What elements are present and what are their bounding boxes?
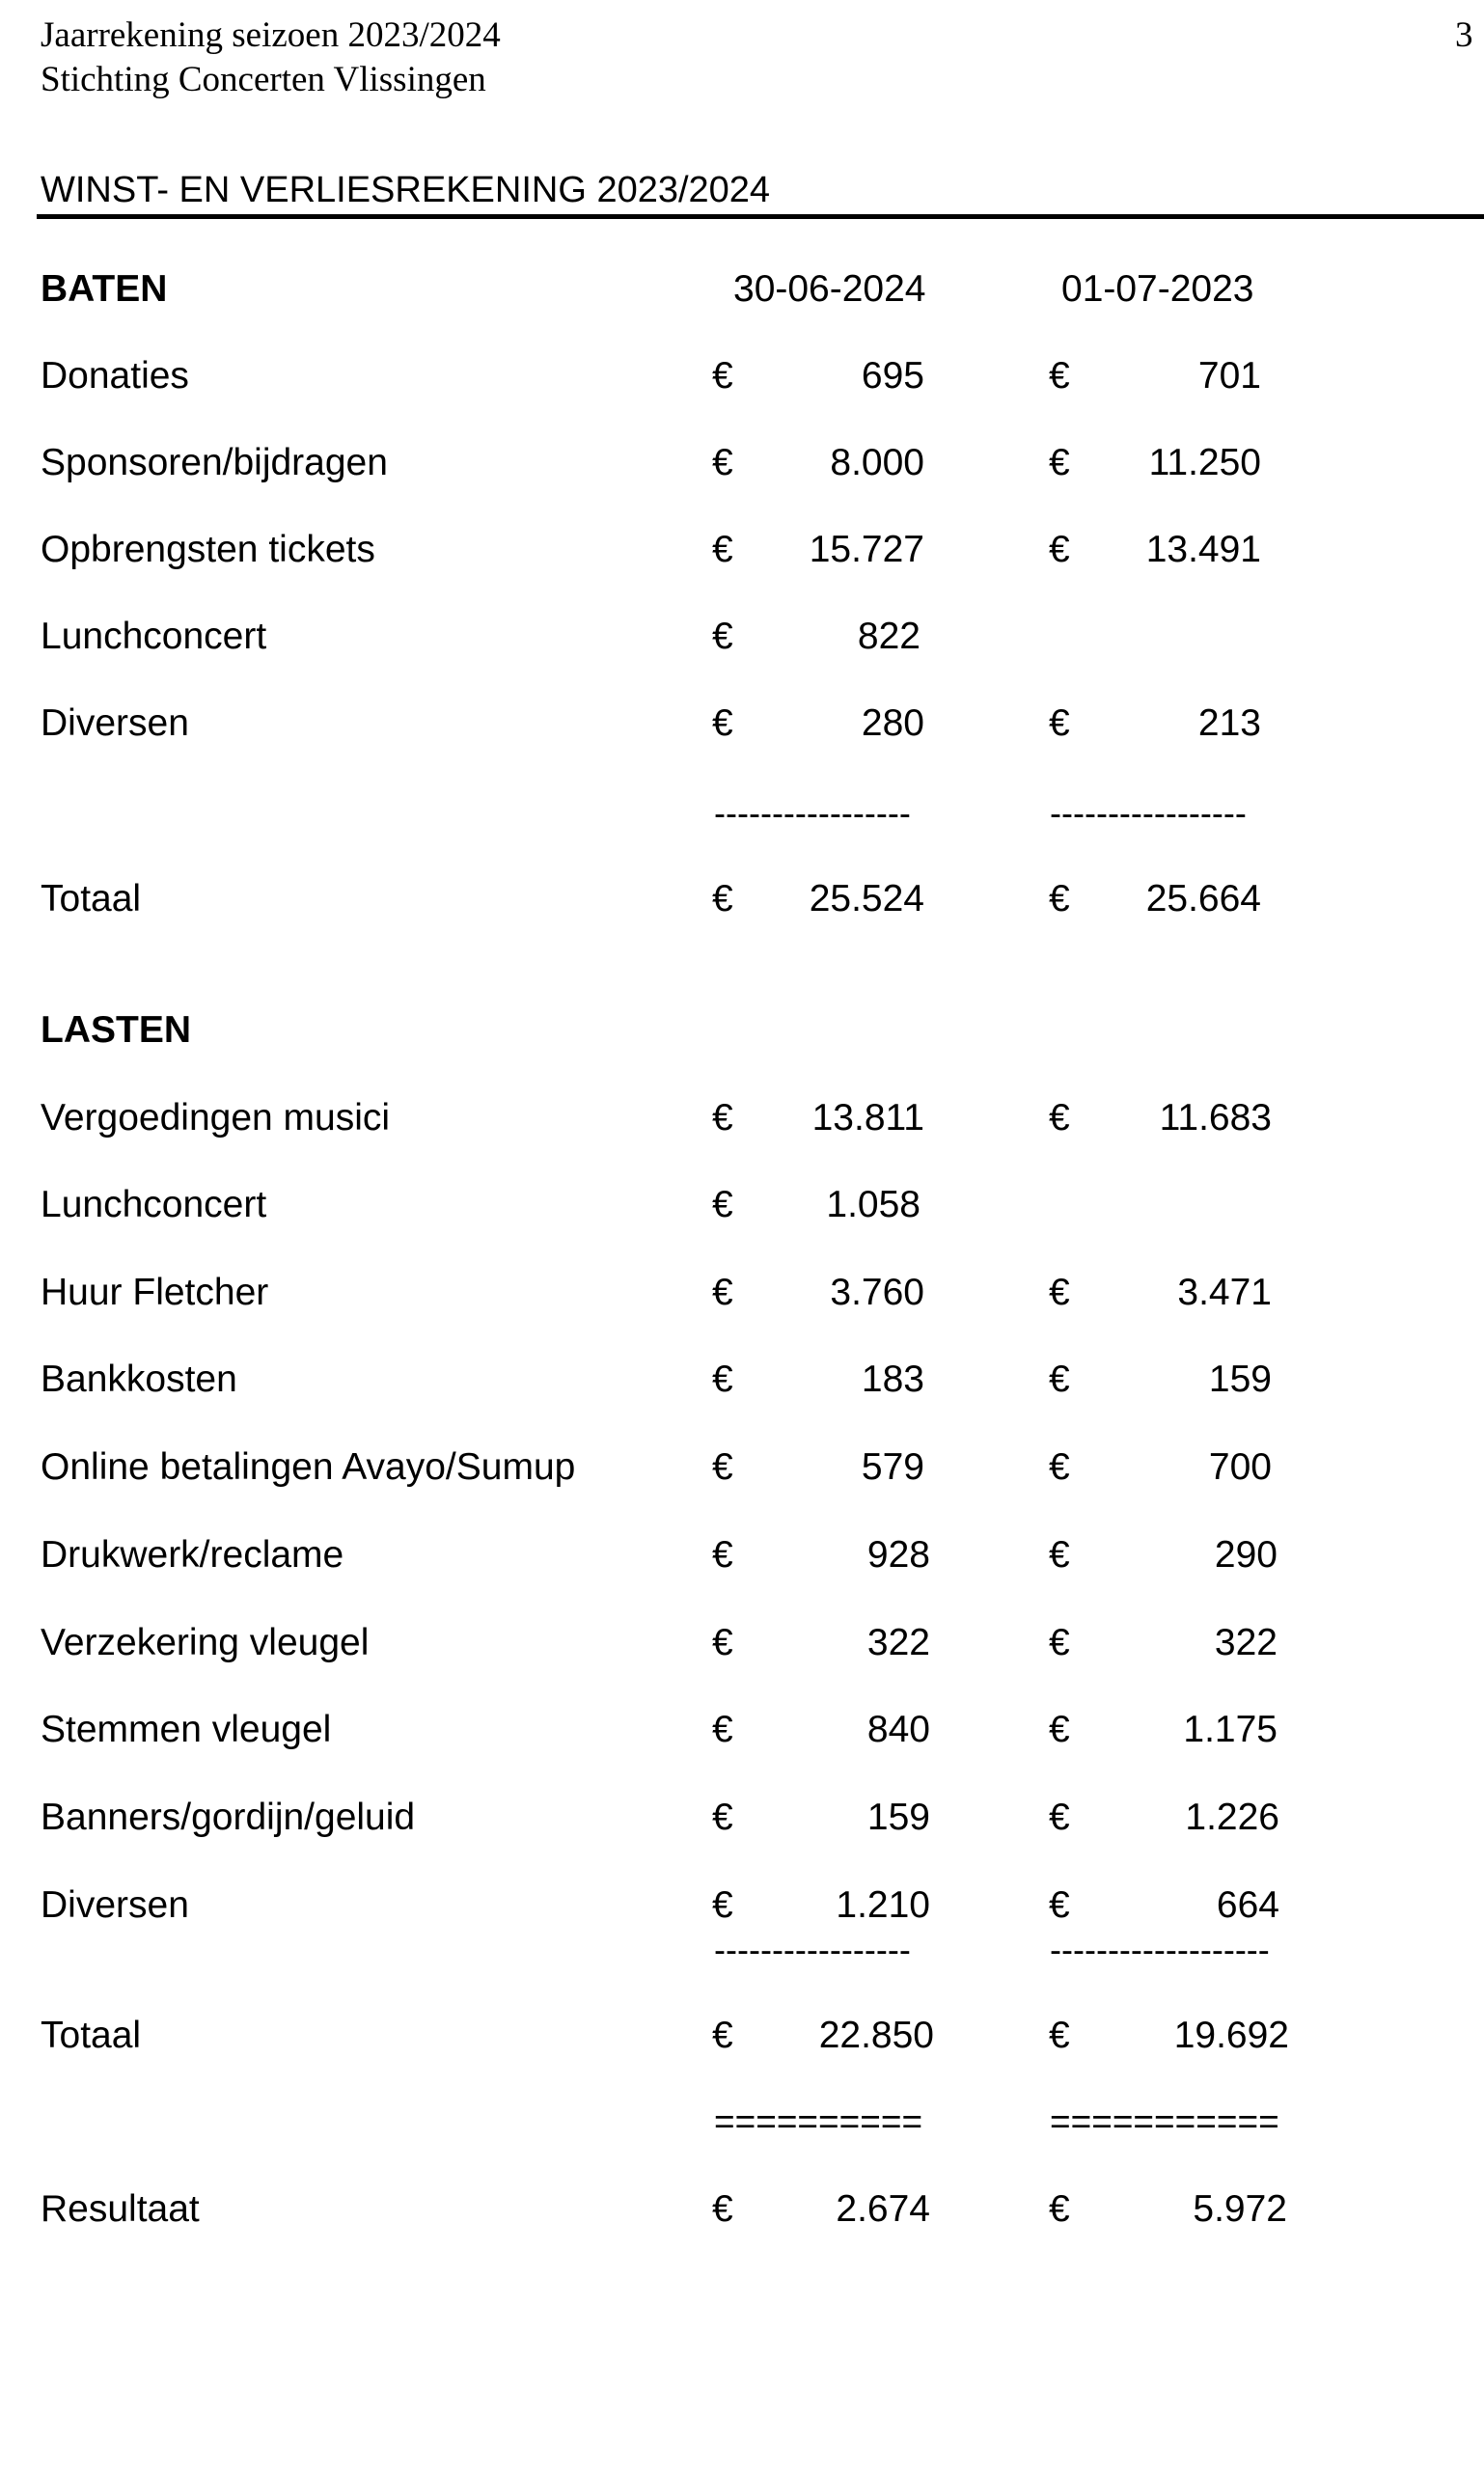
row-label: Online betalingen Avayo/Sumup — [41, 1446, 576, 1488]
document-header-title: Jaarrekening seizoen 2023/2024 — [41, 15, 501, 55]
table-row — [0, 357, 1484, 405]
row-label: Bankkosten — [41, 1358, 237, 1400]
statement-title: WINST- EN VERLIESREKENING 2023/2024 — [41, 170, 771, 210]
row-label: Huur Fletcher — [41, 1272, 269, 1313]
value-previous: 3.471 — [1177, 1272, 1272, 1313]
table-row — [0, 1886, 1484, 1935]
value-previous: 701 — [1197, 355, 1261, 397]
separator-line-previous: ----------------- — [1050, 793, 1247, 833]
euro-sign: € — [1049, 1358, 1070, 1400]
table-row — [0, 1448, 1484, 1496]
column-date-previous: 01-07-2023 — [1061, 268, 1254, 310]
row-label: Verzekering vleugel — [41, 1622, 370, 1663]
value-previous: 11.683 — [1159, 1097, 1272, 1139]
value-previous: 322 — [1214, 1622, 1278, 1663]
table-row — [0, 1099, 1484, 1147]
value-current: 8.000 — [830, 442, 924, 483]
euro-sign: € — [1049, 1097, 1070, 1139]
lasten-total-row — [0, 2017, 1484, 2065]
table-row — [0, 1186, 1484, 1234]
euro-sign: € — [712, 355, 733, 397]
table-row — [0, 1624, 1484, 1672]
lasten-heading: LASTEN — [41, 1009, 191, 1051]
double-separator-previous: =========== — [1050, 2101, 1279, 2141]
value-current: 15.727 — [809, 529, 924, 570]
row-label: Banners/gordijn/geluid — [41, 1797, 416, 1838]
euro-sign: € — [712, 1184, 733, 1225]
column-date-current: 30-06-2024 — [733, 268, 926, 310]
row-label: Drukwerk/reclame — [41, 1534, 344, 1576]
table-row — [0, 1360, 1484, 1409]
euro-sign: € — [1049, 1797, 1070, 1838]
euro-sign: € — [712, 529, 733, 570]
separator-line-current: ----------------- — [714, 793, 911, 833]
row-label: Vergoedingen musici — [41, 1097, 391, 1139]
separator-line-current: ----------------- — [714, 1930, 911, 1969]
row-label: Donaties — [41, 355, 189, 397]
value-current: 159 — [866, 1797, 930, 1838]
value-current: 695 — [861, 355, 924, 397]
euro-sign: € — [712, 1358, 733, 1400]
euro-sign: € — [1049, 2015, 1070, 2056]
page-number: 3 — [1455, 15, 1473, 55]
value-previous: 664 — [1216, 1884, 1279, 1926]
euro-sign: € — [712, 1709, 733, 1750]
value-previous: 1.226 — [1185, 1797, 1279, 1838]
result-row — [0, 2190, 1484, 2238]
euro-sign: € — [1049, 2188, 1070, 2230]
total-current: 25.524 — [809, 878, 924, 919]
baten-header-row — [0, 270, 1484, 318]
value-previous: 13.491 — [1145, 529, 1261, 570]
value-current: 928 — [866, 1534, 930, 1576]
euro-sign: € — [1049, 442, 1070, 483]
table-row — [0, 1711, 1484, 1759]
table-row — [0, 1536, 1484, 1584]
row-label: Stemmen vleugel — [41, 1709, 332, 1750]
euro-sign: € — [1049, 1622, 1070, 1663]
euro-sign: € — [712, 1097, 733, 1139]
value-current: 183 — [861, 1358, 924, 1400]
row-label: Diversen — [41, 702, 189, 744]
document-header-organisation: Stichting Concerten Vlissingen — [41, 60, 486, 99]
result-current: 2.674 — [836, 2188, 930, 2230]
euro-sign: € — [712, 2015, 733, 2056]
euro-sign: € — [712, 2188, 733, 2230]
title-rule — [37, 214, 1484, 219]
table-row — [0, 1274, 1484, 1322]
value-previous: 159 — [1208, 1358, 1272, 1400]
value-current: 579 — [861, 1446, 924, 1488]
value-current: 840 — [866, 1709, 930, 1750]
double-separator-current: ========== — [714, 2101, 923, 2141]
euro-sign: € — [712, 1446, 733, 1488]
euro-sign: € — [1049, 1446, 1070, 1488]
euro-sign: € — [1049, 529, 1070, 570]
result-label: Resultaat — [41, 2188, 200, 2230]
value-current: 3.760 — [830, 1272, 924, 1313]
value-previous: 1.175 — [1183, 1709, 1278, 1750]
baten-heading: BATEN — [41, 268, 168, 310]
euro-sign: € — [712, 1884, 733, 1926]
euro-sign: € — [712, 616, 733, 657]
euro-sign: € — [1049, 878, 1070, 919]
row-label: Diversen — [41, 1884, 189, 1926]
value-previous: 290 — [1214, 1534, 1278, 1576]
total-current: 22.850 — [818, 2015, 934, 2056]
value-current: 280 — [861, 702, 924, 744]
euro-sign: € — [1049, 1272, 1070, 1313]
value-current: 1.058 — [826, 1184, 921, 1225]
euro-sign: € — [712, 1622, 733, 1663]
baten-total-row — [0, 880, 1484, 928]
separator-line-previous: ------------------- — [1050, 1930, 1270, 1969]
table-row — [0, 444, 1484, 492]
row-label: Lunchconcert — [41, 616, 267, 657]
total-previous: 25.664 — [1145, 878, 1261, 919]
value-current: 322 — [866, 1622, 930, 1663]
row-label: Lunchconcert — [41, 1184, 267, 1225]
euro-sign: € — [1049, 702, 1070, 744]
euro-sign: € — [1049, 1709, 1070, 1750]
total-previous: 19.692 — [1173, 2015, 1289, 2056]
table-row — [0, 704, 1484, 753]
total-label: Totaal — [41, 2015, 142, 2056]
value-current: 1.210 — [836, 1884, 930, 1926]
total-label: Totaal — [41, 878, 142, 919]
value-current: 822 — [857, 616, 921, 657]
table-row — [0, 618, 1484, 666]
euro-sign: € — [1049, 1884, 1070, 1926]
euro-sign: € — [1049, 355, 1070, 397]
result-previous: 5.972 — [1193, 2188, 1287, 2230]
euro-sign: € — [1049, 1534, 1070, 1576]
euro-sign: € — [712, 442, 733, 483]
table-row — [0, 531, 1484, 579]
value-previous: 213 — [1197, 702, 1261, 744]
table-row — [0, 1798, 1484, 1847]
row-label: Sponsoren/bijdragen — [41, 442, 388, 483]
row-label: Opbrengsten tickets — [41, 529, 375, 570]
euro-sign: € — [712, 1797, 733, 1838]
euro-sign: € — [712, 878, 733, 919]
euro-sign: € — [712, 1534, 733, 1576]
euro-sign: € — [712, 1272, 733, 1313]
euro-sign: € — [712, 702, 733, 744]
value-previous: 700 — [1208, 1446, 1272, 1488]
lasten-header-row — [0, 1011, 1484, 1059]
value-previous: 11.250 — [1148, 442, 1261, 483]
value-current: 13.811 — [811, 1097, 924, 1139]
